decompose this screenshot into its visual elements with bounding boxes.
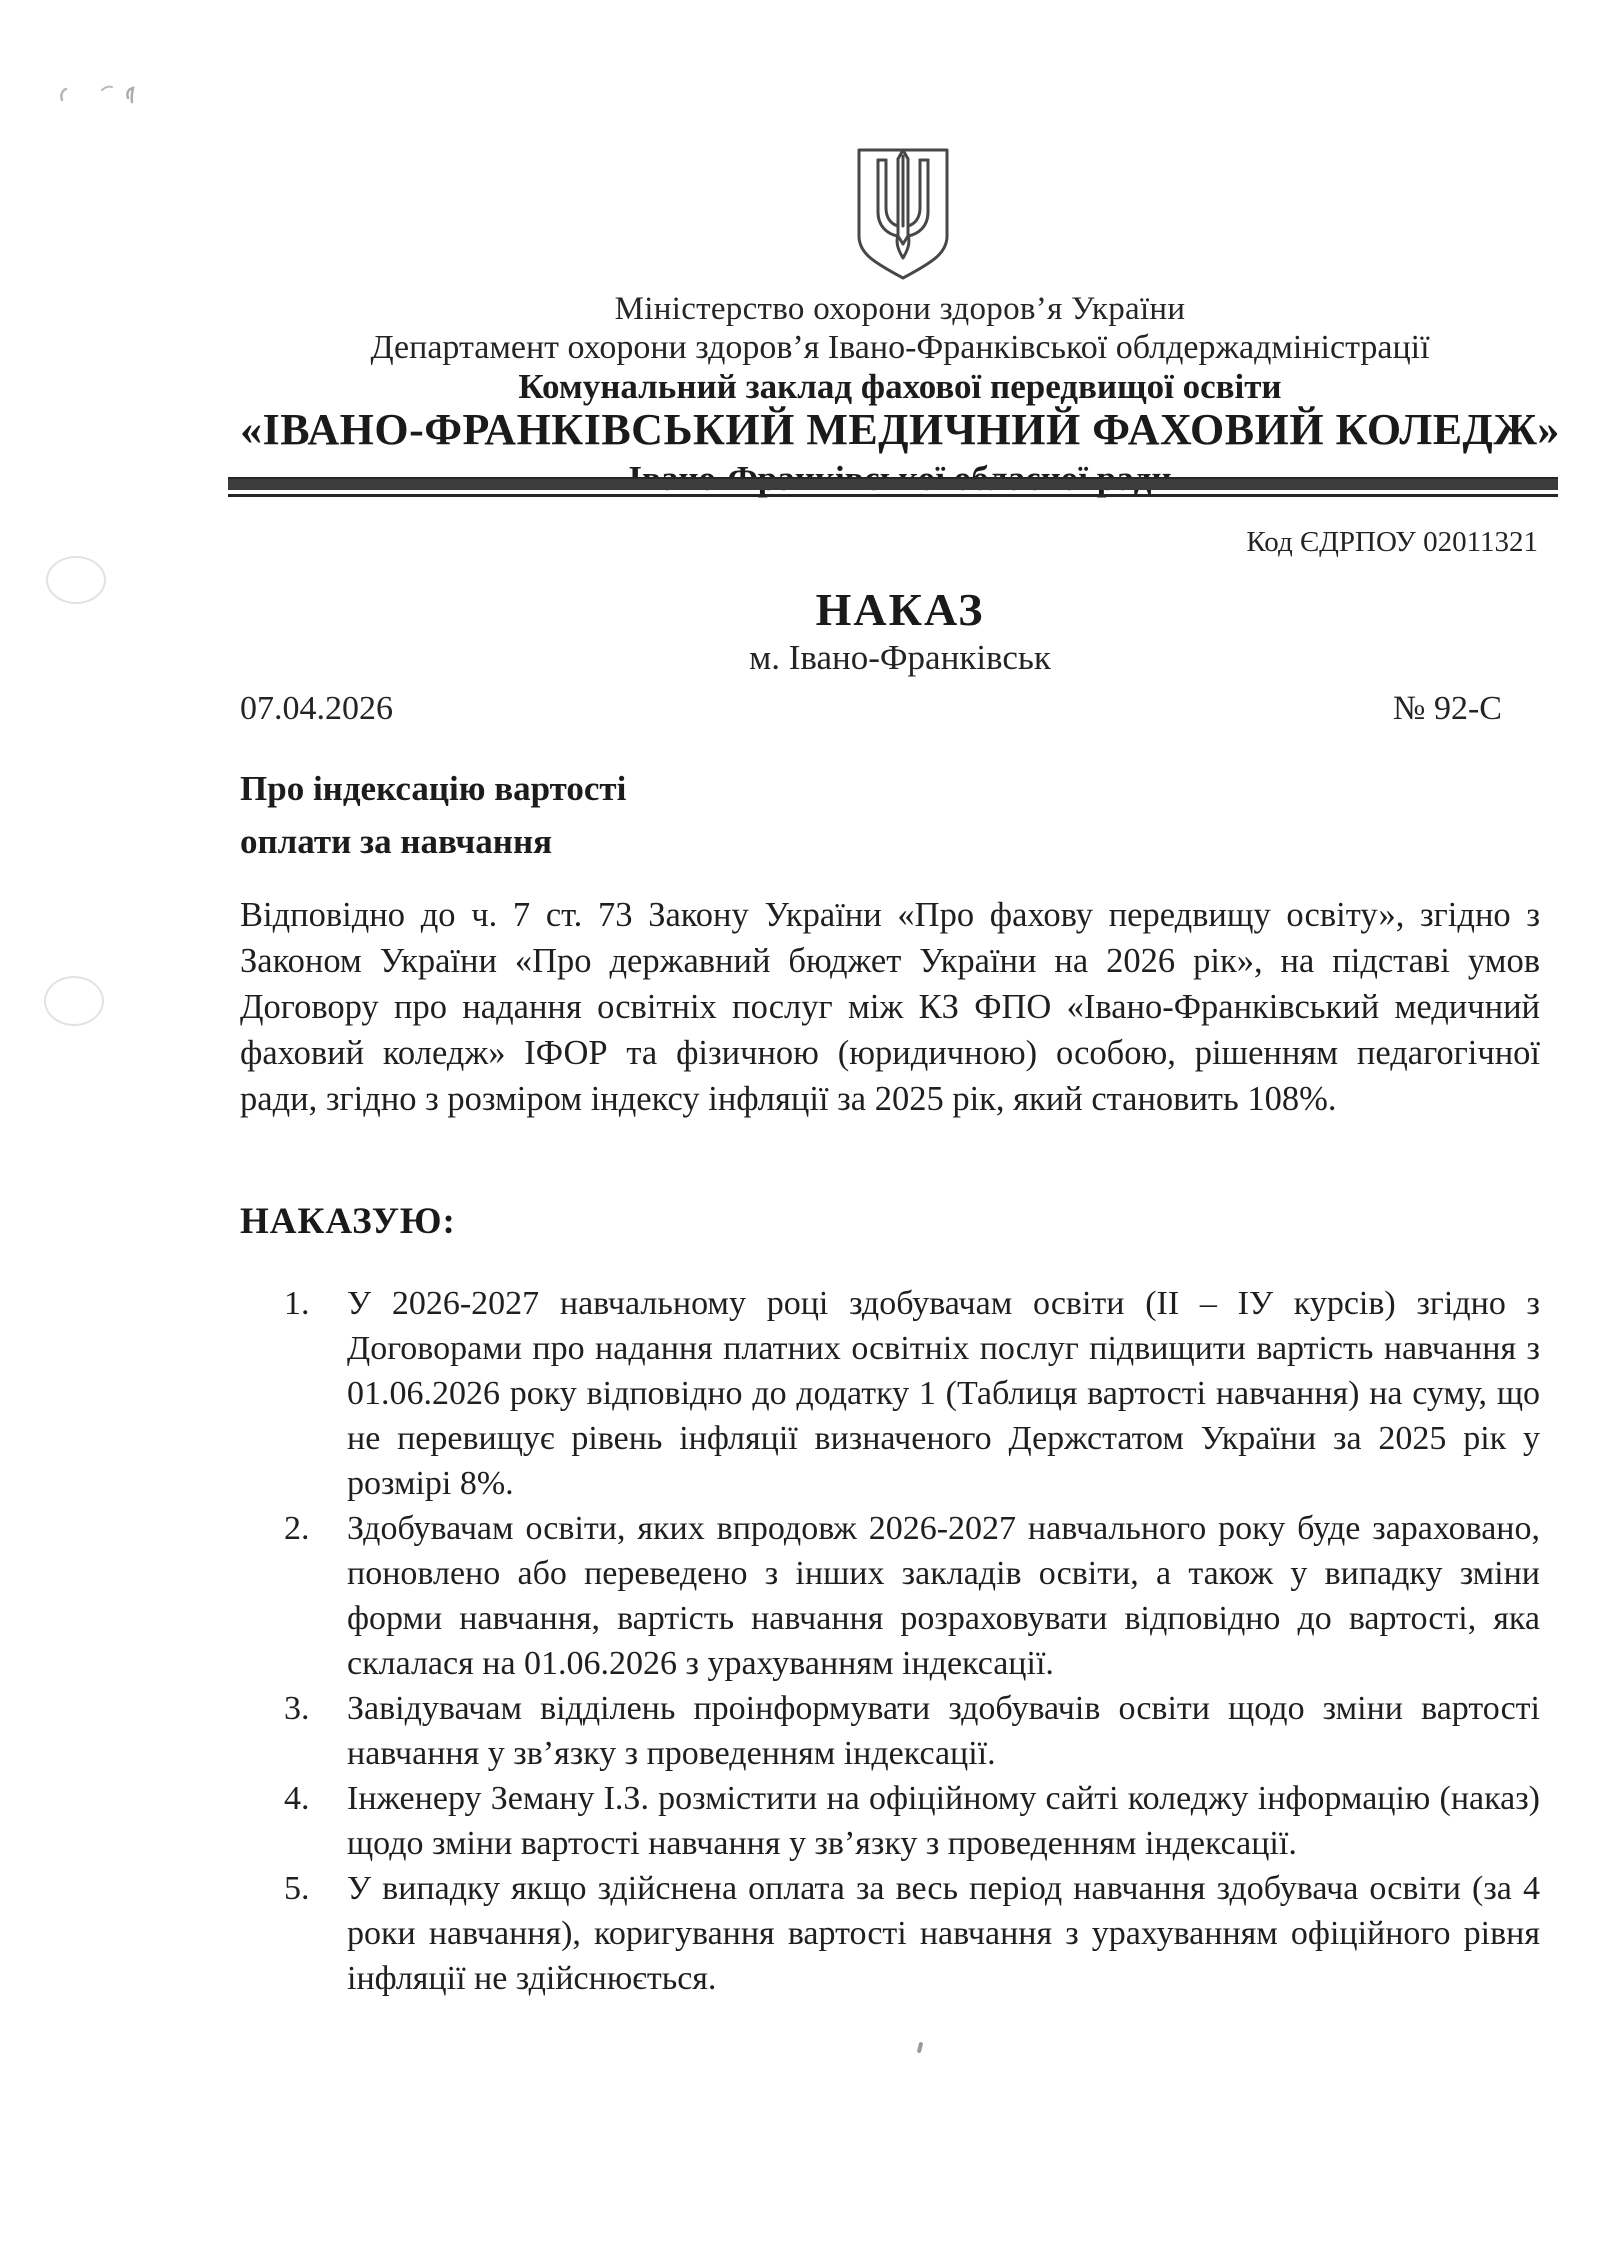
order-number: № 92-С [1393, 690, 1502, 727]
order-item-2 [284, 1506, 1540, 1686]
ministry-line: Міністерство охорони здоров’я України [614, 291, 1186, 327]
subject-line-2: оплати за навчання [240, 822, 553, 861]
order-items-list [284, 1281, 1540, 2001]
college-name-line: «ІВАНО-ФРАНКІВСЬКИЙ МЕДИЧНИЙ ФАХОВИЙ КОЛЕДЖ» [240, 405, 1560, 454]
order-item-5 [284, 1866, 1540, 2001]
rule-thick-band [228, 477, 1558, 490]
pencil-scan-marks [50, 78, 160, 118]
header-separator-rule [228, 477, 1558, 497]
item-number: 4. [284, 1780, 310, 1817]
item-number: 3. [284, 1690, 310, 1727]
subject-line-1: Про індексацію вартості [240, 769, 627, 808]
hole-punch-mark [46, 556, 106, 604]
order-title: НАКАЗ [815, 584, 985, 635]
item-number: 2. [284, 1510, 310, 1547]
item-text: У 2026-2027 навчальному році здобувачам освіти (ІІ – ІУ курсів) згідно з Договорами про надання платних освітніх послуг підвищити вартість навчання з 01.06.2026 року відповідно до додатку 1 (Таблиця вартості навчання) на суму, що не перевищує рівень інфляції визначеного Держстатом України за 2025 рік у розмірі 8%. [347, 1285, 1540, 1502]
item-text: У випадку якщо здійснена оплата за весь період навчання здобувача освіти (за 4 роки навчання), коригування вартості навчання з урахуванням офіційного рівня інфляції не здійснюється. [347, 1870, 1540, 1997]
institution-type-line: Комунальний заклад фахової передвищої освіти [518, 367, 1282, 406]
item-text: Завідувачам відділень проінформувати здобувачів освіти щодо зміни вартості навчання у зв’язку з проведенням індексації. [347, 1690, 1540, 1772]
order-subject [240, 762, 940, 868]
department-line: Департамент охорони здоров’я Івано-Франківської облдержадміністрації [370, 329, 1430, 366]
order-item-3 [284, 1686, 1540, 1776]
order-city: м. Івано-Франківськ [749, 638, 1051, 677]
preamble-paragraph: Відповідно до ч. 7 ст. 73 Закону України «Про фахову передвищу освіту», згідно з Законом України «Про державний бюджет України на 2026 рік», на підставі умов Договору про надання освітніх послуг між КЗ ФПО «Івано-Франківський медичний фаховий коледж» ІФОР та фізичною (юридичною) особою, рішенням педагогічної ради, згідно з розміром індексу інфляції за 2025 рік, який становить 108%. [240, 896, 1540, 1118]
item-text: Здобувачам освіти, яких впродовж 2026-2027 навчального року буде зараховано, поновлено або переведено з інших закладів освіти, а також у випадку зміни форми навчання, вартість навчання розраховувати відповідно до вартості, яка склалася на 01.06.2026 з урахуванням індексації. [347, 1510, 1540, 1682]
tryzub-coat-of-arms-icon [851, 146, 955, 284]
order-date: 07.04.2026 [240, 690, 393, 727]
item-number: 1. [284, 1285, 310, 1322]
item-text: Інженеру Земану І.З. розмістити на офіційному сайті коледжу інформацію (наказ) щодо зміни вартості навчання у зв’язку з проведенням індексації. [347, 1780, 1540, 1862]
rule-thin-line [228, 494, 1558, 497]
order-item-4 [284, 1776, 1540, 1866]
edrpou-code: Код ЄДРПОУ 02011321 [1246, 526, 1538, 558]
order-heading: НАКАЗУЮ: [240, 1201, 456, 1242]
order-item-1 [284, 1281, 1540, 1506]
hole-punch-mark [44, 976, 104, 1026]
scan-speck [917, 2042, 924, 2054]
item-number: 5. [284, 1870, 310, 1907]
date-number-row [240, 690, 1502, 728]
